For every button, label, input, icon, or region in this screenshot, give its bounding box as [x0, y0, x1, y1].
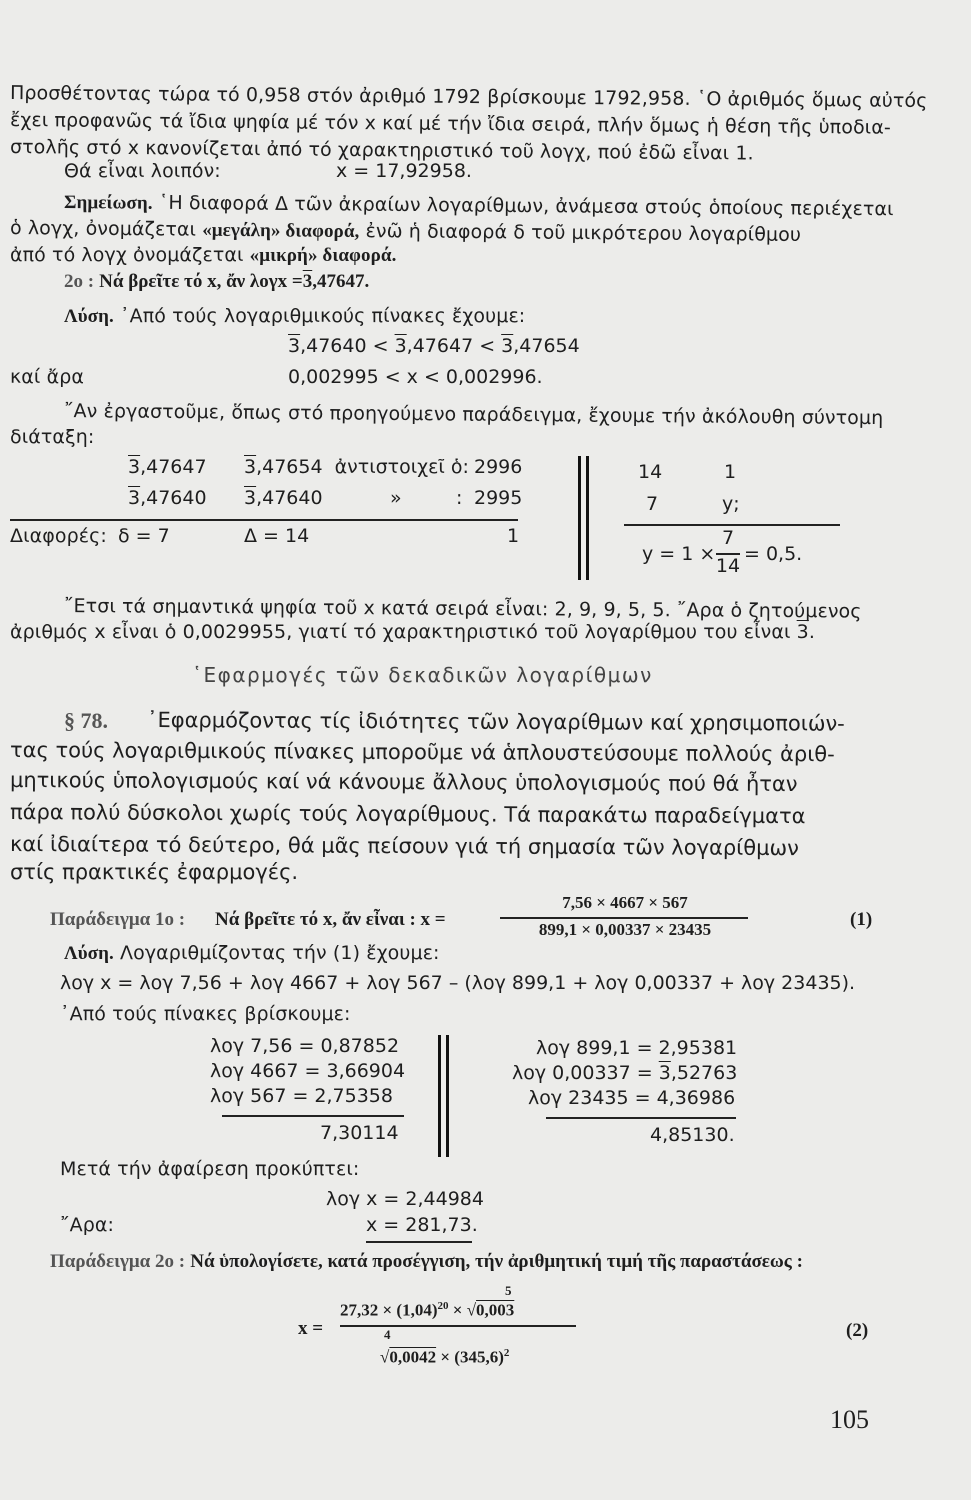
example-number: 2ο : [64, 271, 95, 292]
equation-number: (2) [846, 1320, 869, 1341]
solution-line [64, 305, 525, 328]
vertical-rule [438, 1035, 441, 1157]
section-line: πάρα πολύ δύσκολοι χωρίς τούς λογαρίθμους. Τά παρακάτω παραδείγματα [9, 800, 806, 829]
table-rule [624, 524, 840, 526]
table-cell: : [456, 487, 463, 509]
radicand: 0,0042 [389, 1347, 437, 1367]
diff-unit: 1 [507, 525, 520, 547]
paragraph-number: § 78. [64, 708, 108, 733]
proportion-cell: 14 [638, 461, 663, 483]
text-fragment: λογ 0,00337 = [512, 1062, 653, 1084]
table-cell: ,47640 [256, 487, 323, 509]
example-title [64, 271, 369, 293]
final-result: x = 281,73. [366, 1214, 478, 1236]
log-sum: 7,30114 [320, 1122, 399, 1144]
bar-digit: 3 [288, 335, 301, 357]
solution-line [64, 942, 440, 965]
text-line: Θά εἶναι λοιπόν: [64, 160, 221, 182]
equation-number: (1) [850, 909, 873, 930]
sum-rule [222, 1115, 404, 1117]
diff-small: δ = 7 [118, 525, 170, 547]
table-cell: ,47640 [140, 487, 207, 509]
text-fragment: ,47654 [513, 335, 580, 357]
table-cell: » [390, 487, 402, 509]
table-cell: ἀντιστοιχεῖ ὁ: [334, 456, 469, 478]
vertical-rule [446, 1035, 449, 1157]
section-heading: ῾Εφαρμογές τῶν δεκαδικῶν λογαρίθμων [192, 663, 653, 687]
text-line: ῎Αν ἐργαστοῦμε, ὅπως στό προηγούμενο παράδειγμα, ἔχουμε τήν ἀκόλουθη σύντομη [63, 400, 884, 430]
root-symbol: √ [466, 1300, 477, 1320]
bar-digit: 3 [658, 1062, 671, 1084]
bar-digit: 3 [244, 487, 257, 509]
proportion-cell: 7 [646, 493, 659, 515]
table-cell: 2995 [474, 487, 523, 509]
text-fragment: × (345,6) [440, 1347, 504, 1367]
table-row [244, 487, 323, 509]
log-value: λογ 567 = 2,75358 [210, 1085, 393, 1107]
bar-digit: 3 [796, 621, 809, 643]
text-fragment: 27,32 × (1,04) [340, 1300, 438, 1320]
table-cell: 2996 [474, 456, 523, 478]
text-line: ῎Ετσι τά σημαντικά ψηφία τοῦ x κατά σειρά εἶναι: 2, 9, 9, 5, 5. ῎Αρα ὁ ζητούμενος [63, 595, 862, 623]
log-value: λογ 899,1 = 2,95381 [536, 1037, 738, 1059]
text-line [10, 621, 815, 643]
root-symbol: √ [380, 1347, 390, 1367]
example-statement: Νά βρεῖτε τό x, ἄν εἶναι : x = [215, 909, 446, 930]
exponent: 2 [503, 1347, 510, 1359]
text-fragment: ἀριθμός x εἶναι ὁ 0,0029955, γιατί τό χαρακτηριστικό τοῦ λογαρίθμου του εἶναι [10, 621, 791, 643]
table-cell: ,47654 [256, 456, 323, 478]
section-line: μητικούς ὑπολογισμούς καί νά κάνουμε ἄλλους ὑπολογισμούς πού θά ἦταν [9, 768, 798, 797]
example-statement: Νά ὑπολογίσετε, κατά προσέγγιση, τήν ἀριθμητική τιμή τῆς παραστάσεως : [190, 1251, 803, 1272]
section-line: τας τούς λογαριθμικούς πίνακες μποροῦμε νά ἁπλουστεύσουμε πολλούς ἀριθ- [9, 738, 835, 767]
text-fragment: ,52763 [670, 1062, 738, 1084]
solution-label: Λύση. [64, 306, 114, 327]
text-fragment: . [808, 621, 815, 643]
page-number: 105 [830, 1405, 869, 1434]
root-index: 4 [384, 1327, 391, 1342]
fraction-bar [340, 1325, 576, 1327]
proportion-cell: y; [722, 493, 740, 515]
section-line: ᾿Εφαρμόζοντας τίς ἰδιότητες τῶν λογαρίθμων καί χρησιμοποιών- [146, 708, 845, 736]
section-line: καί ἰδιαίτερα τό δεύτερο, θά μᾶς πείσουν γιά τή σημασία τῶν λογαρίθμων [9, 832, 799, 861]
example-label: Παράδειγμα 1ο : [50, 909, 186, 930]
bar-digit: 3 [302, 271, 313, 292]
diff-label: Διαφορές: [10, 525, 107, 547]
section-number [64, 708, 108, 734]
solution-label: Λύση. [64, 943, 114, 964]
example-title [50, 1251, 803, 1273]
text-line: στολῆς στό x κανονίζεται ἀπό τό χαρακτηριστικό τοῦ λογχ, πού ἐδῶ εἶναι 1. [9, 136, 754, 165]
inequality: 0,002995 < x < 0,002996. [288, 366, 543, 388]
text-line: ῾Η διαφορά Δ τῶν ἀκραίων λογαρίθμων, ἀνάμεσα στούς ὁποίους περιέχεται [158, 191, 894, 221]
log-value [512, 1062, 737, 1084]
log-result: λογ x = 2,44984 [326, 1188, 484, 1210]
root-index: 5 [505, 1283, 512, 1298]
text-line: ᾿Από τούς πίνακες βρίσκουμε: [60, 1003, 351, 1025]
section-line: στίς πρακτικές ἐφαρμογές. [10, 860, 299, 884]
fraction-bar [500, 917, 748, 919]
text-fragment: ,47647. [312, 271, 370, 292]
example-statement: Νά βρεῖτε τό x, ἄν λογx = [99, 271, 303, 292]
fraction-denominator [380, 1347, 509, 1368]
text-line: ῎Αρα: [60, 1214, 114, 1236]
note-title: Σημείωση. [63, 192, 153, 214]
note-line [10, 244, 396, 267]
text-fragment: ,47647 < [406, 335, 502, 357]
emphasis: «μικρή» διαφορά. [249, 245, 397, 266]
sum-rule [546, 1117, 736, 1119]
note-line [10, 217, 801, 247]
text-line: καί ἄρα [10, 366, 85, 388]
exponent: 20 [437, 1300, 449, 1312]
bar-digit: 3 [128, 456, 141, 478]
log-sum: 4,85130. [650, 1124, 735, 1146]
diff-large: Δ = 14 [244, 525, 310, 547]
text-fragment: ᾿Από τούς λογαριθμικούς πίνακες ἔχουμε: [120, 305, 526, 327]
bar-digit: 3 [394, 335, 407, 357]
fraction-numerator [340, 1300, 514, 1321]
note-paragraph [64, 191, 894, 221]
log-equation: λογ x = λογ 7,56 + λογ 4667 + λογ 567 – (λογ 899,1 + λογ 0,00337 + λογ 23435). [60, 972, 856, 994]
bar-digit: 3 [244, 456, 257, 478]
fraction-numerator: 7 [721, 527, 735, 549]
proportion-result: = 0,5. [744, 543, 803, 565]
table-row [128, 456, 207, 478]
text-fragment: ἐνῶ ἡ διαφορά δ τοῦ μικρότερου λογαρίθμου [365, 220, 802, 246]
vertical-rule [578, 456, 581, 580]
log-value: λογ 7,56 = 0,87852 [210, 1035, 400, 1057]
text-line: Προσθέτοντας τώρα τό 0,958 στόν ἀριθμό 1792 βρίσκουμε 1792,958. ῾Ο ἀριθμός ὅμως αὐτός [9, 82, 928, 113]
bar-digit: 3 [128, 487, 141, 509]
fraction-denominator: 899,1 × 0,00337 × 23435 [538, 920, 712, 939]
text-line: διάταξη: [10, 426, 95, 448]
text-fragment: Λογαριθμίζοντας τήν (1) ἔχουμε: [120, 942, 440, 964]
emphasis: «μεγάλη» διαφορά, [202, 219, 360, 243]
text-line: Μετά τήν ἀφαίρεση προκύπτει: [60, 1158, 360, 1180]
bar-digit: 3 [501, 335, 514, 357]
equation: x = 17,92958. [336, 160, 472, 182]
proportion-result: y = 1 × [642, 543, 716, 565]
fraction-denominator: 14 [715, 555, 741, 577]
vertical-rule [586, 456, 589, 580]
log-value: λογ 4667 = 3,66904 [210, 1060, 406, 1082]
equation-lhs: x = [298, 1318, 324, 1339]
table-rule [10, 519, 518, 521]
log-value: λογ 23435 = 4,36986 [528, 1087, 736, 1109]
fraction-numerator: 7,56 × 4667 × 567 [562, 893, 688, 912]
underline-rule [366, 1241, 472, 1243]
text-fragment: ,47640 < [300, 335, 395, 357]
text-fragment: × [452, 1300, 467, 1320]
inequality [288, 335, 580, 357]
table-cell: ,47647 [140, 456, 207, 478]
proportion-cell: 1 [724, 461, 737, 483]
radicand: 0,003 [476, 1300, 515, 1320]
table-row [244, 456, 469, 478]
example-label: Παράδειγμα 2ο : [50, 1251, 186, 1272]
table-row [128, 487, 207, 509]
text-fragment: ὁ λογχ, ὀνομάζεται [9, 217, 197, 241]
text-line: ἔχει προφανῶς τά ἴδια ψηφία μέ τόν x καί μέ τήν ἴδια σειρά, πλήν ὅμως ἡ θέση τῆς ὑποδια- [9, 109, 891, 139]
text-fragment: ἀπό τό λογχ ὀνομάζεται [10, 244, 244, 266]
